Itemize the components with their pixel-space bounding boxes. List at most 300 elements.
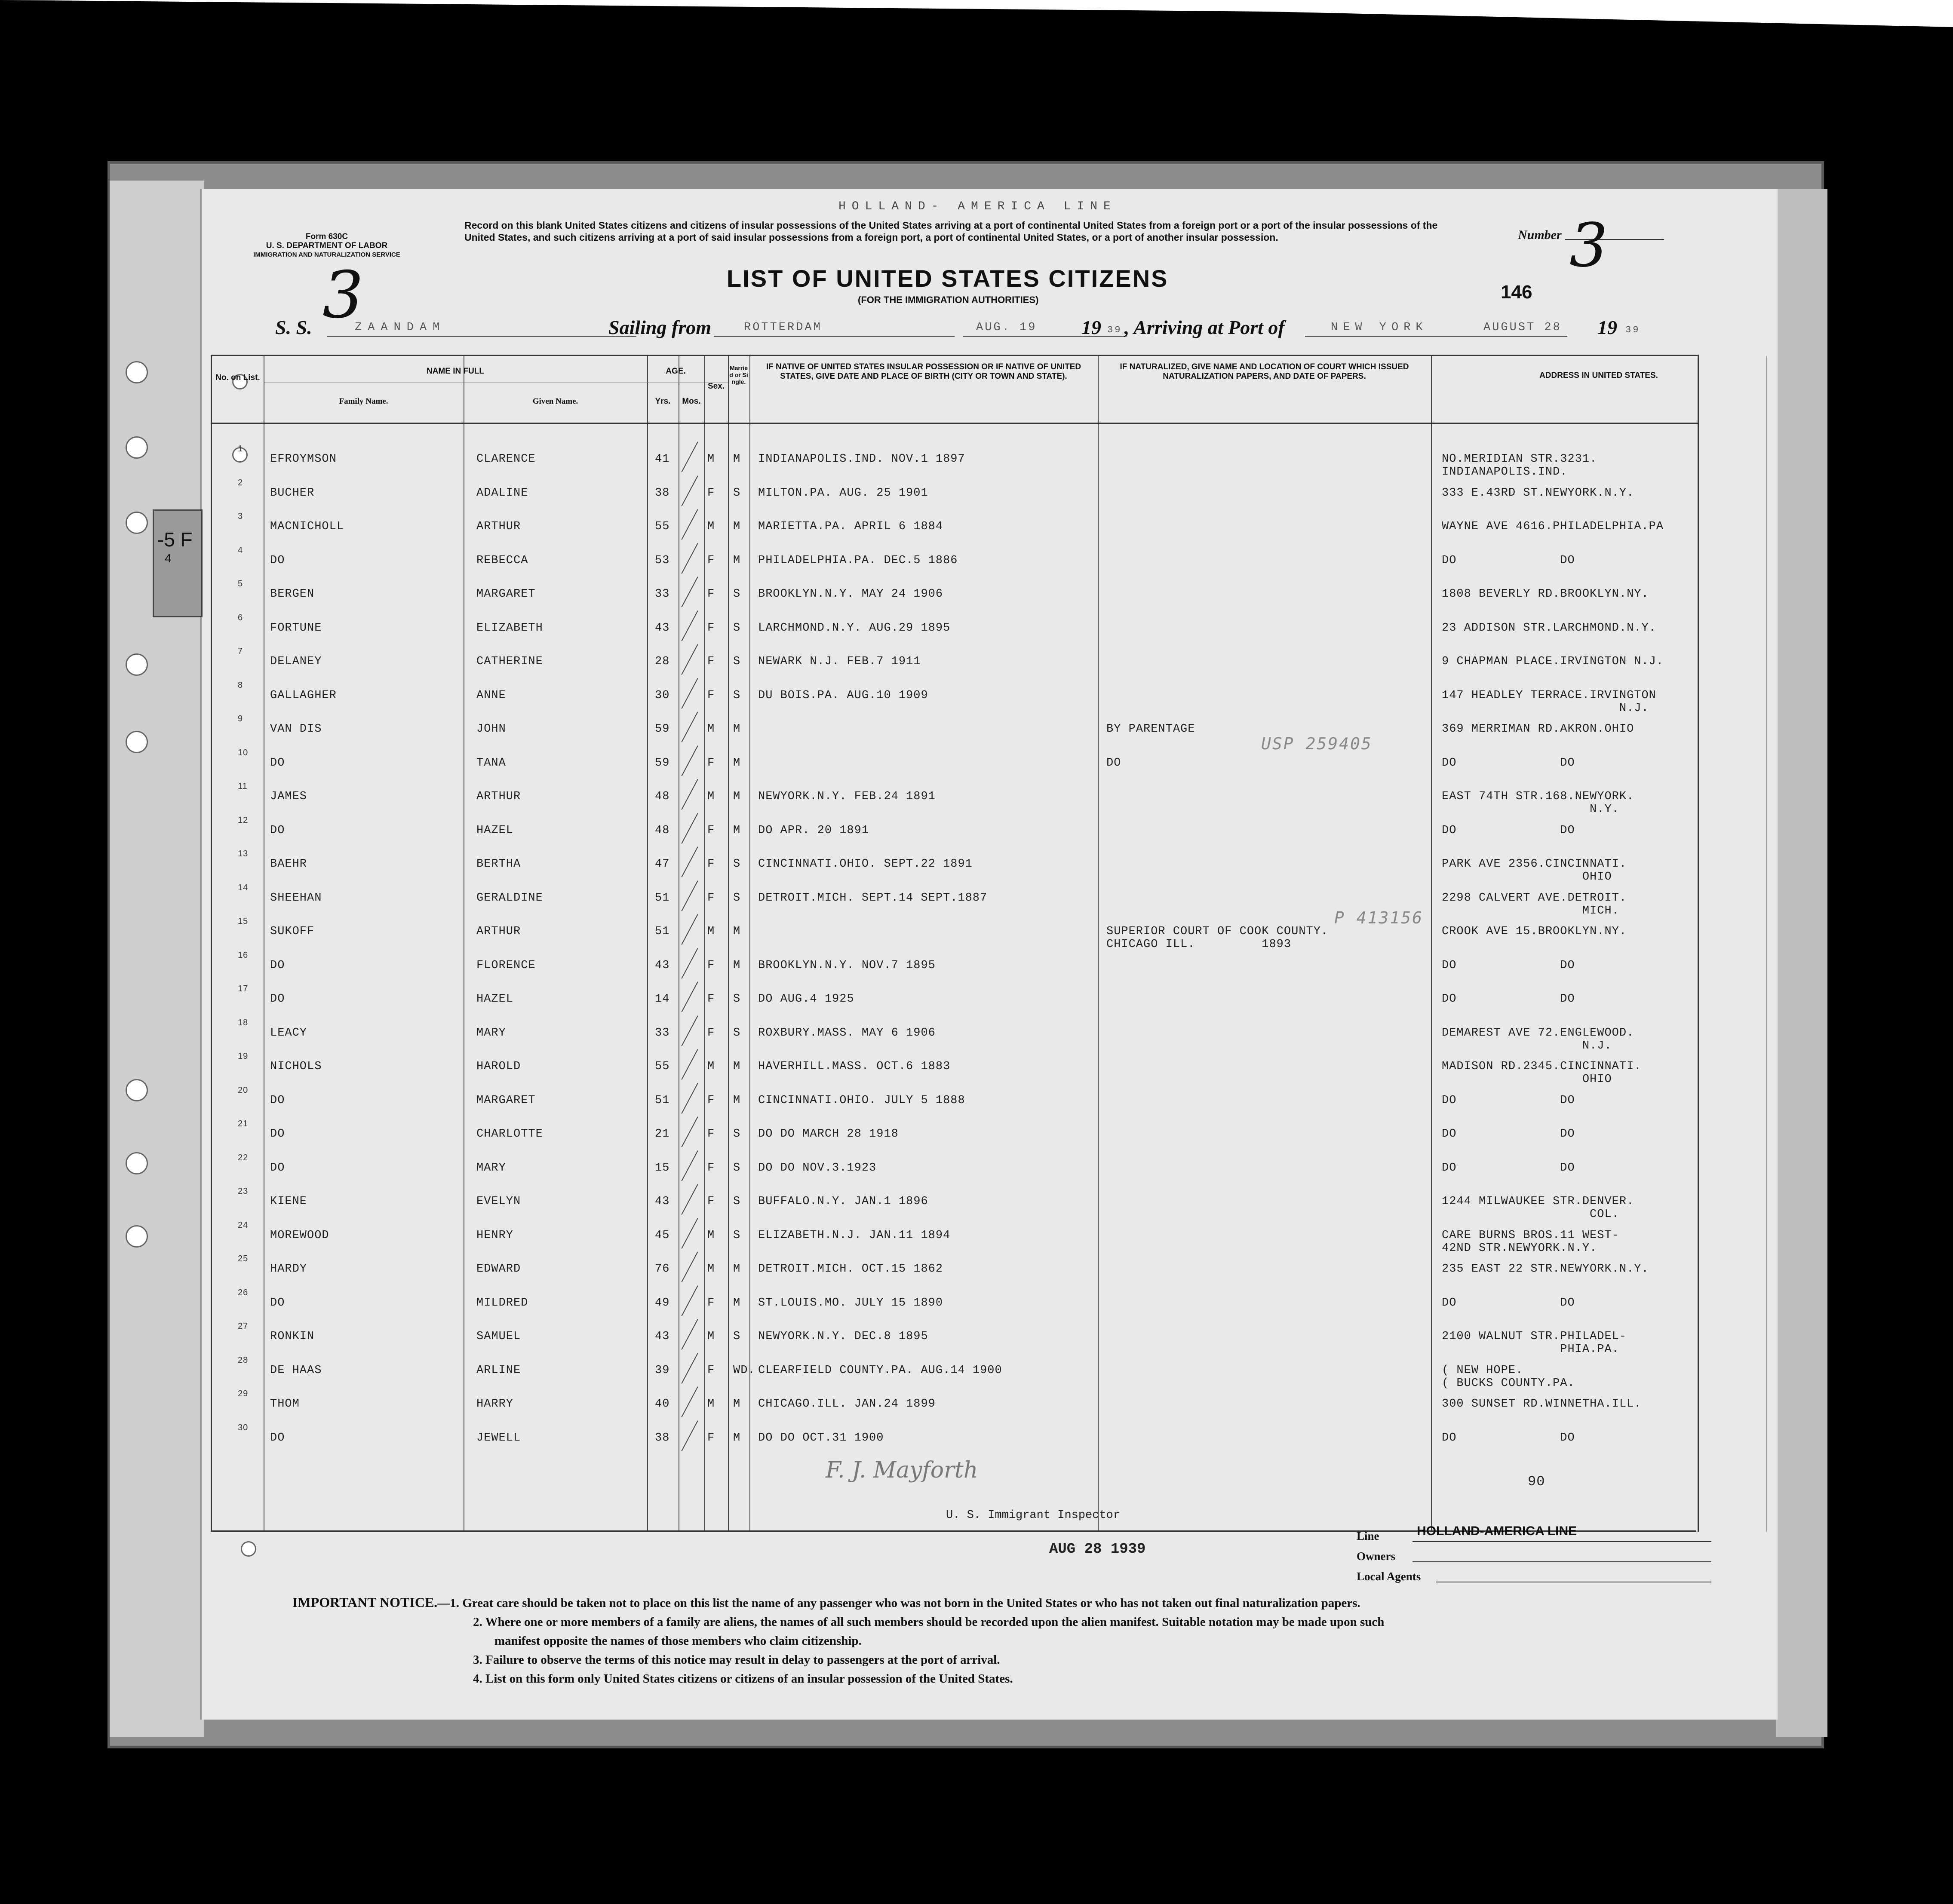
sex: F: [707, 858, 715, 871]
sex: M: [707, 1060, 715, 1073]
row-number: 18: [238, 1018, 249, 1027]
sailing-label: Sailing from: [608, 316, 712, 338]
row-number: 10: [238, 748, 249, 757]
row-number: 2: [238, 478, 243, 487]
age-years: 51: [655, 1094, 670, 1107]
age-years: 30: [655, 689, 670, 702]
year-1: 39: [1107, 325, 1122, 335]
ship-underline: [327, 336, 636, 337]
handwritten-list-number: 3: [322, 258, 364, 333]
us-address: DO DO: [1442, 1296, 1575, 1309]
ship-name: ZAANDAM: [355, 321, 446, 334]
col-head-sex: Sex.: [707, 382, 725, 391]
sailing-port: ROTTERDAM: [744, 321, 822, 334]
age-years: 40: [655, 1398, 670, 1410]
given-name: MARY: [476, 1161, 506, 1174]
row-number: 11: [238, 782, 248, 791]
marital-status: S: [733, 1161, 741, 1174]
row-number: 14: [238, 883, 249, 892]
sex: M: [707, 925, 715, 938]
table-row: [212, 444, 1698, 482]
us-address: DO DO: [1442, 1094, 1575, 1107]
birth-info: DO DO OCT.31 1900: [758, 1431, 884, 1444]
family-name: MOREWOOD: [270, 1229, 329, 1242]
row-number: 27: [238, 1321, 249, 1331]
punch-hole: [126, 361, 148, 383]
sex: M: [707, 1263, 715, 1275]
age-years: 33: [655, 1026, 670, 1039]
birth-info: MARIETTA.PA. APRIL 6 1884: [758, 520, 943, 533]
marital-status: S: [733, 891, 741, 904]
marital-status: M: [733, 959, 741, 972]
birth-info: NEWYORK.N.Y. FEB.24 1891: [758, 790, 936, 803]
handwritten-number: 3: [1569, 211, 1608, 281]
agents-label: Local Agents: [1357, 1570, 1421, 1583]
given-name: CLARENCE: [476, 453, 536, 466]
us-address: 23 ADDISON STR.LARCHMOND.N.Y.: [1442, 621, 1656, 635]
sex: F: [707, 993, 715, 1006]
birth-info: ELIZABETH.N.J. JAN.11 1894: [758, 1229, 951, 1242]
marital-status: M: [733, 453, 741, 466]
punch-hole: [126, 1152, 148, 1174]
table-row: [212, 647, 1698, 684]
age-years: 21: [655, 1128, 670, 1141]
marital-status: M: [733, 1296, 741, 1309]
family-name: NICHOLS: [270, 1060, 322, 1073]
table-row: [212, 883, 1698, 921]
us-address: DO DO: [1442, 1161, 1575, 1174]
stamp-row9: USP 259405: [1261, 734, 1373, 753]
given-name: MARY: [476, 1026, 506, 1039]
us-address: DO DO: [1442, 993, 1575, 1006]
marital-status: M: [733, 756, 741, 770]
birth-info: NEWARK N.J. FEB.7 1911: [758, 655, 921, 668]
birth-info: CINCINNATI.OHIO. SEPT.22 1891: [758, 858, 973, 871]
age-years: 48: [655, 790, 670, 803]
table-row: [212, 714, 1698, 752]
form-number: Form 630C: [305, 232, 348, 241]
col-head-yrs: Yrs.: [655, 397, 671, 406]
birth-info: BROOKLYN.N.Y. MAY 24 1906: [758, 588, 943, 601]
given-name: FLORENCE: [476, 959, 536, 972]
sheet-fold: [1776, 189, 1827, 1737]
family-name: SUKOFF: [270, 925, 315, 938]
marital-status: S: [733, 1128, 741, 1141]
sex: F: [707, 756, 715, 770]
inspector-label: U. S. Immigrant Inspector: [946, 1509, 1121, 1522]
punch-hole: [126, 653, 148, 676]
birth-info: PHILADELPHIA.PA. DEC.5 1886: [758, 554, 958, 567]
us-address: 1808 BEVERLY RD.BROOKLYN.NY.: [1442, 588, 1649, 601]
family-name: DO: [270, 1128, 285, 1141]
age-years: 51: [655, 925, 670, 938]
sex: M: [707, 453, 715, 466]
birth-info: MILTON.PA. AUG. 25 1901: [758, 486, 928, 500]
row-number: 6: [238, 613, 243, 622]
col-head-given: Given Name.: [532, 397, 578, 406]
notice-item-3: 3. Failure to observe the terms of this notice may result in delay to passengers at the port of arrival.: [473, 1653, 1000, 1667]
marital-status: M: [733, 520, 741, 533]
marital-status: S: [733, 621, 741, 635]
family-name: LEACY: [270, 1026, 307, 1039]
given-name: MARGARET: [476, 588, 536, 601]
arriving-label: , Arriving at Port of: [1124, 316, 1285, 338]
sex: M: [707, 1229, 715, 1242]
sex: F: [707, 891, 715, 904]
us-address: 147 HEADLEY TERRACE.IRVINGTON N.J.: [1442, 689, 1656, 715]
age-years: 59: [655, 723, 670, 736]
number-label: Number: [1518, 228, 1562, 242]
us-address: 300 SUNSET RD.WINNETHA.ILL.: [1442, 1398, 1642, 1410]
birth-info: DU BOIS.PA. AUG.10 1909: [758, 689, 928, 702]
sex: F: [707, 588, 715, 601]
birth-info: DETROIT.MICH. SEPT.14 SEPT.1887: [758, 891, 988, 904]
row-number: 20: [238, 1085, 249, 1095]
us-address: 235 EAST 22 STR.NEWYORK.N.Y.: [1442, 1263, 1649, 1275]
important-notice: [292, 1593, 1733, 1688]
line-value: HOLLAND-AMERICA LINE: [1417, 1524, 1577, 1538]
table-row: [212, 1119, 1698, 1157]
marital-status: M: [733, 1094, 741, 1107]
given-name: EVELYN: [476, 1195, 521, 1208]
marital-status: M: [733, 824, 741, 837]
age-years: 48: [655, 824, 670, 837]
birth-info: CHICAGO.ILL. JAN.24 1899: [758, 1398, 936, 1410]
given-name: HENRY: [476, 1229, 514, 1242]
row-number: 22: [238, 1153, 249, 1162]
marital-status: M: [733, 723, 741, 736]
row-number: 15: [238, 917, 249, 926]
row-number: 19: [238, 1052, 249, 1061]
us-address: MADISON RD.2345.CINCINNATI. OHIO: [1442, 1060, 1642, 1086]
table-row: [212, 579, 1698, 617]
col-head-name: NAME IN FULL: [426, 367, 485, 376]
birth-info: DO DO NOV.3.1923: [758, 1161, 877, 1174]
birth-info: DO DO MARCH 28 1918: [758, 1128, 899, 1141]
sex: F: [707, 689, 715, 702]
table-row: [212, 1355, 1698, 1393]
page-subtitle: (FOR THE IMMIGRATION AUTHORITIES): [858, 294, 1039, 305]
row-number: 26: [238, 1288, 249, 1297]
given-name: HAZEL: [476, 993, 514, 1006]
marital-status: M: [733, 1398, 741, 1410]
arrival-date: AUGUST 28: [1483, 321, 1562, 334]
given-name: ARTHUR: [476, 925, 521, 938]
family-name: DO: [270, 824, 285, 837]
marital-status: M: [733, 1263, 741, 1275]
age-years: 39: [655, 1364, 670, 1377]
birth-info: CLEARFIELD COUNTY.PA. AUG.14 1900: [758, 1364, 1002, 1377]
birth-info: DO APR. 20 1891: [758, 824, 869, 837]
us-address: ( NEW HOPE. ( BUCKS COUNTY.PA.: [1442, 1364, 1575, 1390]
us-address: DO DO: [1442, 959, 1575, 972]
family-name: BUCHER: [270, 486, 315, 500]
col-head-family: Family Name.: [339, 397, 388, 406]
given-name: ELIZABETH: [476, 621, 543, 635]
marital-status: S: [733, 993, 741, 1006]
family-name: THOM: [270, 1398, 300, 1410]
family-name: VAN DIS: [270, 723, 322, 736]
marital-status: S: [733, 1195, 741, 1208]
line-underline: [1413, 1541, 1711, 1542]
birth-info: LARCHMOND.N.Y. AUG.29 1895: [758, 621, 951, 635]
row-number: 9: [238, 714, 243, 724]
notice-item-2b: manifest opposite the names of those members who claim citizenship.: [494, 1634, 862, 1648]
row-number: 7: [238, 647, 243, 656]
table-row: [212, 512, 1698, 549]
age-years: 38: [655, 486, 670, 500]
sex: F: [707, 1094, 715, 1107]
sailing-date: AUG. 19: [976, 321, 1037, 334]
birth-info: DO AUG.4 1925: [758, 993, 854, 1006]
age-years: 43: [655, 1330, 670, 1343]
edge-stamp: [153, 509, 203, 617]
date-underline: [963, 336, 1127, 337]
age-years: 15: [655, 1161, 670, 1174]
given-name: ARLINE: [476, 1364, 521, 1377]
family-name: DO: [270, 756, 285, 770]
us-address: 2298 CALVERT AVE.DETROIT. MICH.: [1442, 891, 1627, 917]
family-name: DO: [270, 993, 285, 1006]
sex: F: [707, 1296, 715, 1309]
row-number: 5: [238, 579, 243, 589]
us-address: 9 CHAPMAN PLACE.IRVINGTON N.J.: [1442, 655, 1664, 668]
col-head-no: No. on List.: [215, 373, 260, 382]
age-years: 33: [655, 588, 670, 601]
birth-info: NEWYORK.N.Y. DEC.8 1895: [758, 1330, 928, 1343]
us-address: DEMAREST AVE 72.ENGLEWOOD. N.J.: [1442, 1026, 1634, 1052]
table-row: [212, 984, 1698, 1022]
age-years: 51: [655, 891, 670, 904]
given-name: REBECCA: [476, 554, 528, 567]
us-address: DO DO: [1442, 1431, 1575, 1444]
punch-hole: [126, 1225, 148, 1248]
given-name: CHARLOTTE: [476, 1128, 543, 1141]
us-address: DO DO: [1442, 554, 1575, 567]
age-years: 45: [655, 1229, 670, 1242]
age-years: 41: [655, 453, 670, 466]
marital-status: S: [733, 858, 741, 871]
family-name: DO: [270, 554, 285, 567]
table-row: [212, 1423, 1698, 1461]
table-row: [212, 748, 1698, 786]
given-name: HAZEL: [476, 824, 514, 837]
row-number: 1: [238, 444, 243, 454]
row-number: 8: [238, 680, 243, 690]
underlying-sheet: [110, 181, 204, 1737]
naturalization-info: SUPERIOR COURT OF COOK COUNTY. CHICAGO ILL. 1893: [1106, 925, 1329, 951]
given-name: MARGARET: [476, 1094, 536, 1107]
sex: F: [707, 1026, 715, 1039]
birth-info: INDIANAPOLIS.IND. NOV.1 1897: [758, 453, 965, 466]
us-address: DO DO: [1442, 824, 1575, 837]
year-prefix-1: 19: [1081, 316, 1101, 338]
row-number: 13: [238, 849, 249, 858]
given-name: BERTHA: [476, 858, 521, 871]
family-name: KIENE: [270, 1195, 307, 1208]
given-name: HARRY: [476, 1398, 514, 1410]
marital-status: M: [733, 1431, 741, 1444]
family-name: RONKIN: [270, 1330, 315, 1343]
sex: M: [707, 723, 715, 736]
birth-info: BROOKLYN.N.Y. NOV.7 1895: [758, 959, 936, 972]
table-row: [212, 1018, 1698, 1056]
family-name: GALLAGHER: [270, 689, 337, 702]
age-years: 38: [655, 1431, 670, 1444]
punch-hole: [126, 436, 148, 459]
edge-stamp-line1: -5 F: [157, 528, 193, 551]
marital-status: M: [733, 790, 741, 803]
inspector-signature: F. J. Mayforth: [826, 1457, 978, 1483]
sex: F: [707, 1364, 715, 1377]
notice-item-4: 4. List on this form only United States citizens or citizens of an insular possession of the United States.: [473, 1672, 1013, 1686]
arrival-port: NEW YORK: [1331, 321, 1428, 334]
age-years: 43: [655, 959, 670, 972]
sex: F: [707, 621, 715, 635]
record-instructions: Record on this blank United States citizens and citizens of insular possessions of the United States arriving at a port of continental United States from a foreign port or a port of the insular possessions of the United States, and such citizens arriving at a port of said insular possessions from a foreign port, a port of continental United States, or a port of another insular possession.: [464, 220, 1438, 243]
birth-info: HAVERHILL.MASS. OCT.6 1883: [758, 1060, 951, 1073]
family-name: BAEHR: [270, 858, 307, 871]
table-row: [212, 950, 1698, 988]
owners-underline: [1413, 1561, 1711, 1562]
form-label: [241, 232, 413, 259]
marital-status: WD.: [733, 1364, 755, 1377]
us-address: 333 E.43RD ST.NEWYORK.N.Y.: [1442, 486, 1634, 500]
marital-status: S: [733, 655, 741, 668]
table-row: [212, 1085, 1698, 1123]
punch-hole: [126, 1079, 148, 1101]
naturalization-info: BY PARENTAGE: [1106, 723, 1195, 736]
punch-hole: [126, 512, 148, 534]
punch-hole: [241, 1541, 256, 1557]
family-name: DO: [270, 1431, 285, 1444]
marital-status: M: [733, 925, 741, 938]
marital-status: S: [733, 588, 741, 601]
row-number: 29: [238, 1389, 249, 1398]
scan-edge: [0, 0, 1953, 39]
col-divider: [1766, 356, 1767, 1532]
table-row: [212, 1052, 1698, 1089]
tick-mark: [681, 442, 698, 472]
punch-hole: [126, 731, 148, 753]
given-name: SAMUEL: [476, 1330, 521, 1343]
table-row: [212, 1389, 1698, 1427]
given-name: EDWARD: [476, 1263, 521, 1275]
given-name: ADALINE: [476, 486, 528, 500]
port-underline: [714, 336, 955, 337]
total-count: 90: [1528, 1474, 1545, 1490]
col-head-address: ADDRESS IN UNITED STATES.: [1539, 371, 1658, 380]
given-name: TANA: [476, 756, 506, 770]
us-address: CARE BURNS BROS.11 WEST- 42ND STR.NEWYORK.N.Y.: [1442, 1229, 1619, 1255]
birth-info: ROXBURY.MASS. MAY 6 1906: [758, 1026, 936, 1039]
us-address: NO.MERIDIAN STR.3231. INDIANAPOLIS.IND.: [1442, 453, 1597, 478]
family-name: EFROYMSON: [270, 453, 337, 466]
row-number: 30: [238, 1423, 249, 1432]
table-row: [212, 680, 1698, 718]
age-years: 43: [655, 1195, 670, 1208]
us-address: EAST 74TH STR.168.NEWYORK. N.Y.: [1442, 790, 1634, 816]
age-years: 14: [655, 993, 670, 1006]
marital-status: S: [733, 1026, 741, 1039]
sex: F: [707, 1161, 715, 1174]
age-years: 76: [655, 1263, 670, 1275]
row-number: 24: [238, 1220, 249, 1230]
year-2: 39: [1625, 325, 1640, 335]
sex: F: [707, 824, 715, 837]
table-row: [212, 545, 1698, 583]
family-name: DO: [270, 1161, 285, 1174]
family-name: DE HAAS: [270, 1364, 322, 1377]
us-address: CROOK AVE 15.BROOKLYN.NY.: [1442, 925, 1627, 938]
stamp-row15: P 413156: [1334, 908, 1424, 927]
table-row: [212, 1187, 1698, 1224]
arrival-date-stamp: AUG 28 1939: [1049, 1541, 1146, 1558]
birth-info: DETROIT.MICH. OCT.15 1862: [758, 1263, 943, 1275]
age-years: 49: [655, 1296, 670, 1309]
table-row: [212, 478, 1698, 516]
birth-info: BUFFALO.N.Y. JAN.1 1896: [758, 1195, 928, 1208]
given-name: HAROLD: [476, 1060, 521, 1073]
given-name: ANNE: [476, 689, 506, 702]
marital-status: M: [733, 554, 741, 567]
sex: F: [707, 655, 715, 668]
family-name: FORTUNE: [270, 621, 322, 635]
sex: M: [707, 790, 715, 803]
us-address: PARK AVE 2356.CINCINNATI. OHIO: [1442, 858, 1627, 883]
row-number: 17: [238, 984, 249, 993]
us-address: DO DO: [1442, 756, 1575, 770]
notice-item-1: —1. Great care should be taken not to place on this list the name of any passenger who was not born in the United States or who has not taken out final naturalization papers.: [437, 1596, 1360, 1610]
us-address: DO DO: [1442, 1128, 1575, 1141]
row-number: 4: [238, 545, 243, 555]
marital-status: S: [733, 486, 741, 500]
sex: F: [707, 1128, 715, 1141]
sex: F: [707, 554, 715, 567]
row-number: 21: [238, 1119, 249, 1128]
age-years: 53: [655, 554, 670, 567]
birth-info: ST.LOUIS.MO. JULY 15 1890: [758, 1296, 943, 1309]
page-title: LIST OF UNITED STATES CITIZENS: [727, 265, 1169, 292]
col-head-mos: Mos.: [682, 397, 701, 406]
year-prefix-2: 19: [1597, 316, 1617, 338]
notice-item-2a: 2. Where one or more members of a family are aliens, the names of all such members should be recorded upon the alien manifest. Suitable notation may be made upon such: [473, 1615, 1385, 1629]
table-row: [212, 1288, 1698, 1326]
family-name: JAMES: [270, 790, 307, 803]
sex: M: [707, 1330, 715, 1343]
age-years: 28: [655, 655, 670, 668]
table-row: [212, 815, 1698, 853]
age-years: 43: [655, 621, 670, 635]
us-address: 369 MERRIMAN RD.AKRON.OHIO: [1442, 723, 1634, 736]
given-name: ARTHUR: [476, 520, 521, 533]
us-address: 1244 MILWAUKEE STR.DENVER. COL.: [1442, 1195, 1634, 1221]
row-number: 23: [238, 1187, 249, 1196]
voyage-line: [275, 316, 1677, 342]
table-row: [212, 1321, 1698, 1359]
line-name-top: HOLLAND- AMERICA LINE: [838, 200, 1117, 213]
given-name: CATHERINE: [476, 655, 543, 668]
col-head-birth: IF NATIVE OF UNITED STATES INSULAR POSSESSION OR IF NATIVE OF UNITED STATES, GIVE DATE AND PLACE OF BIRTH (CITY OR TOWN AND STATE).: [766, 362, 1081, 381]
sex: F: [707, 1195, 715, 1208]
department: U. S. DEPARTMENT OF LABOR: [266, 241, 388, 250]
given-name: GERALDINE: [476, 891, 543, 904]
col-head-naturalized: IF NATURALIZED, GIVE NAME AND LOCATION OF COURT WHICH ISSUED NATURALIZATION PAPERS, AND DATE OF PAPERS.: [1120, 362, 1409, 381]
service: IMMIGRATION AND NATURALIZATION SERVICE: [253, 251, 400, 258]
marital-status: M: [733, 1060, 741, 1073]
row-number: 16: [238, 950, 249, 960]
given-name: MILDRED: [476, 1296, 528, 1309]
